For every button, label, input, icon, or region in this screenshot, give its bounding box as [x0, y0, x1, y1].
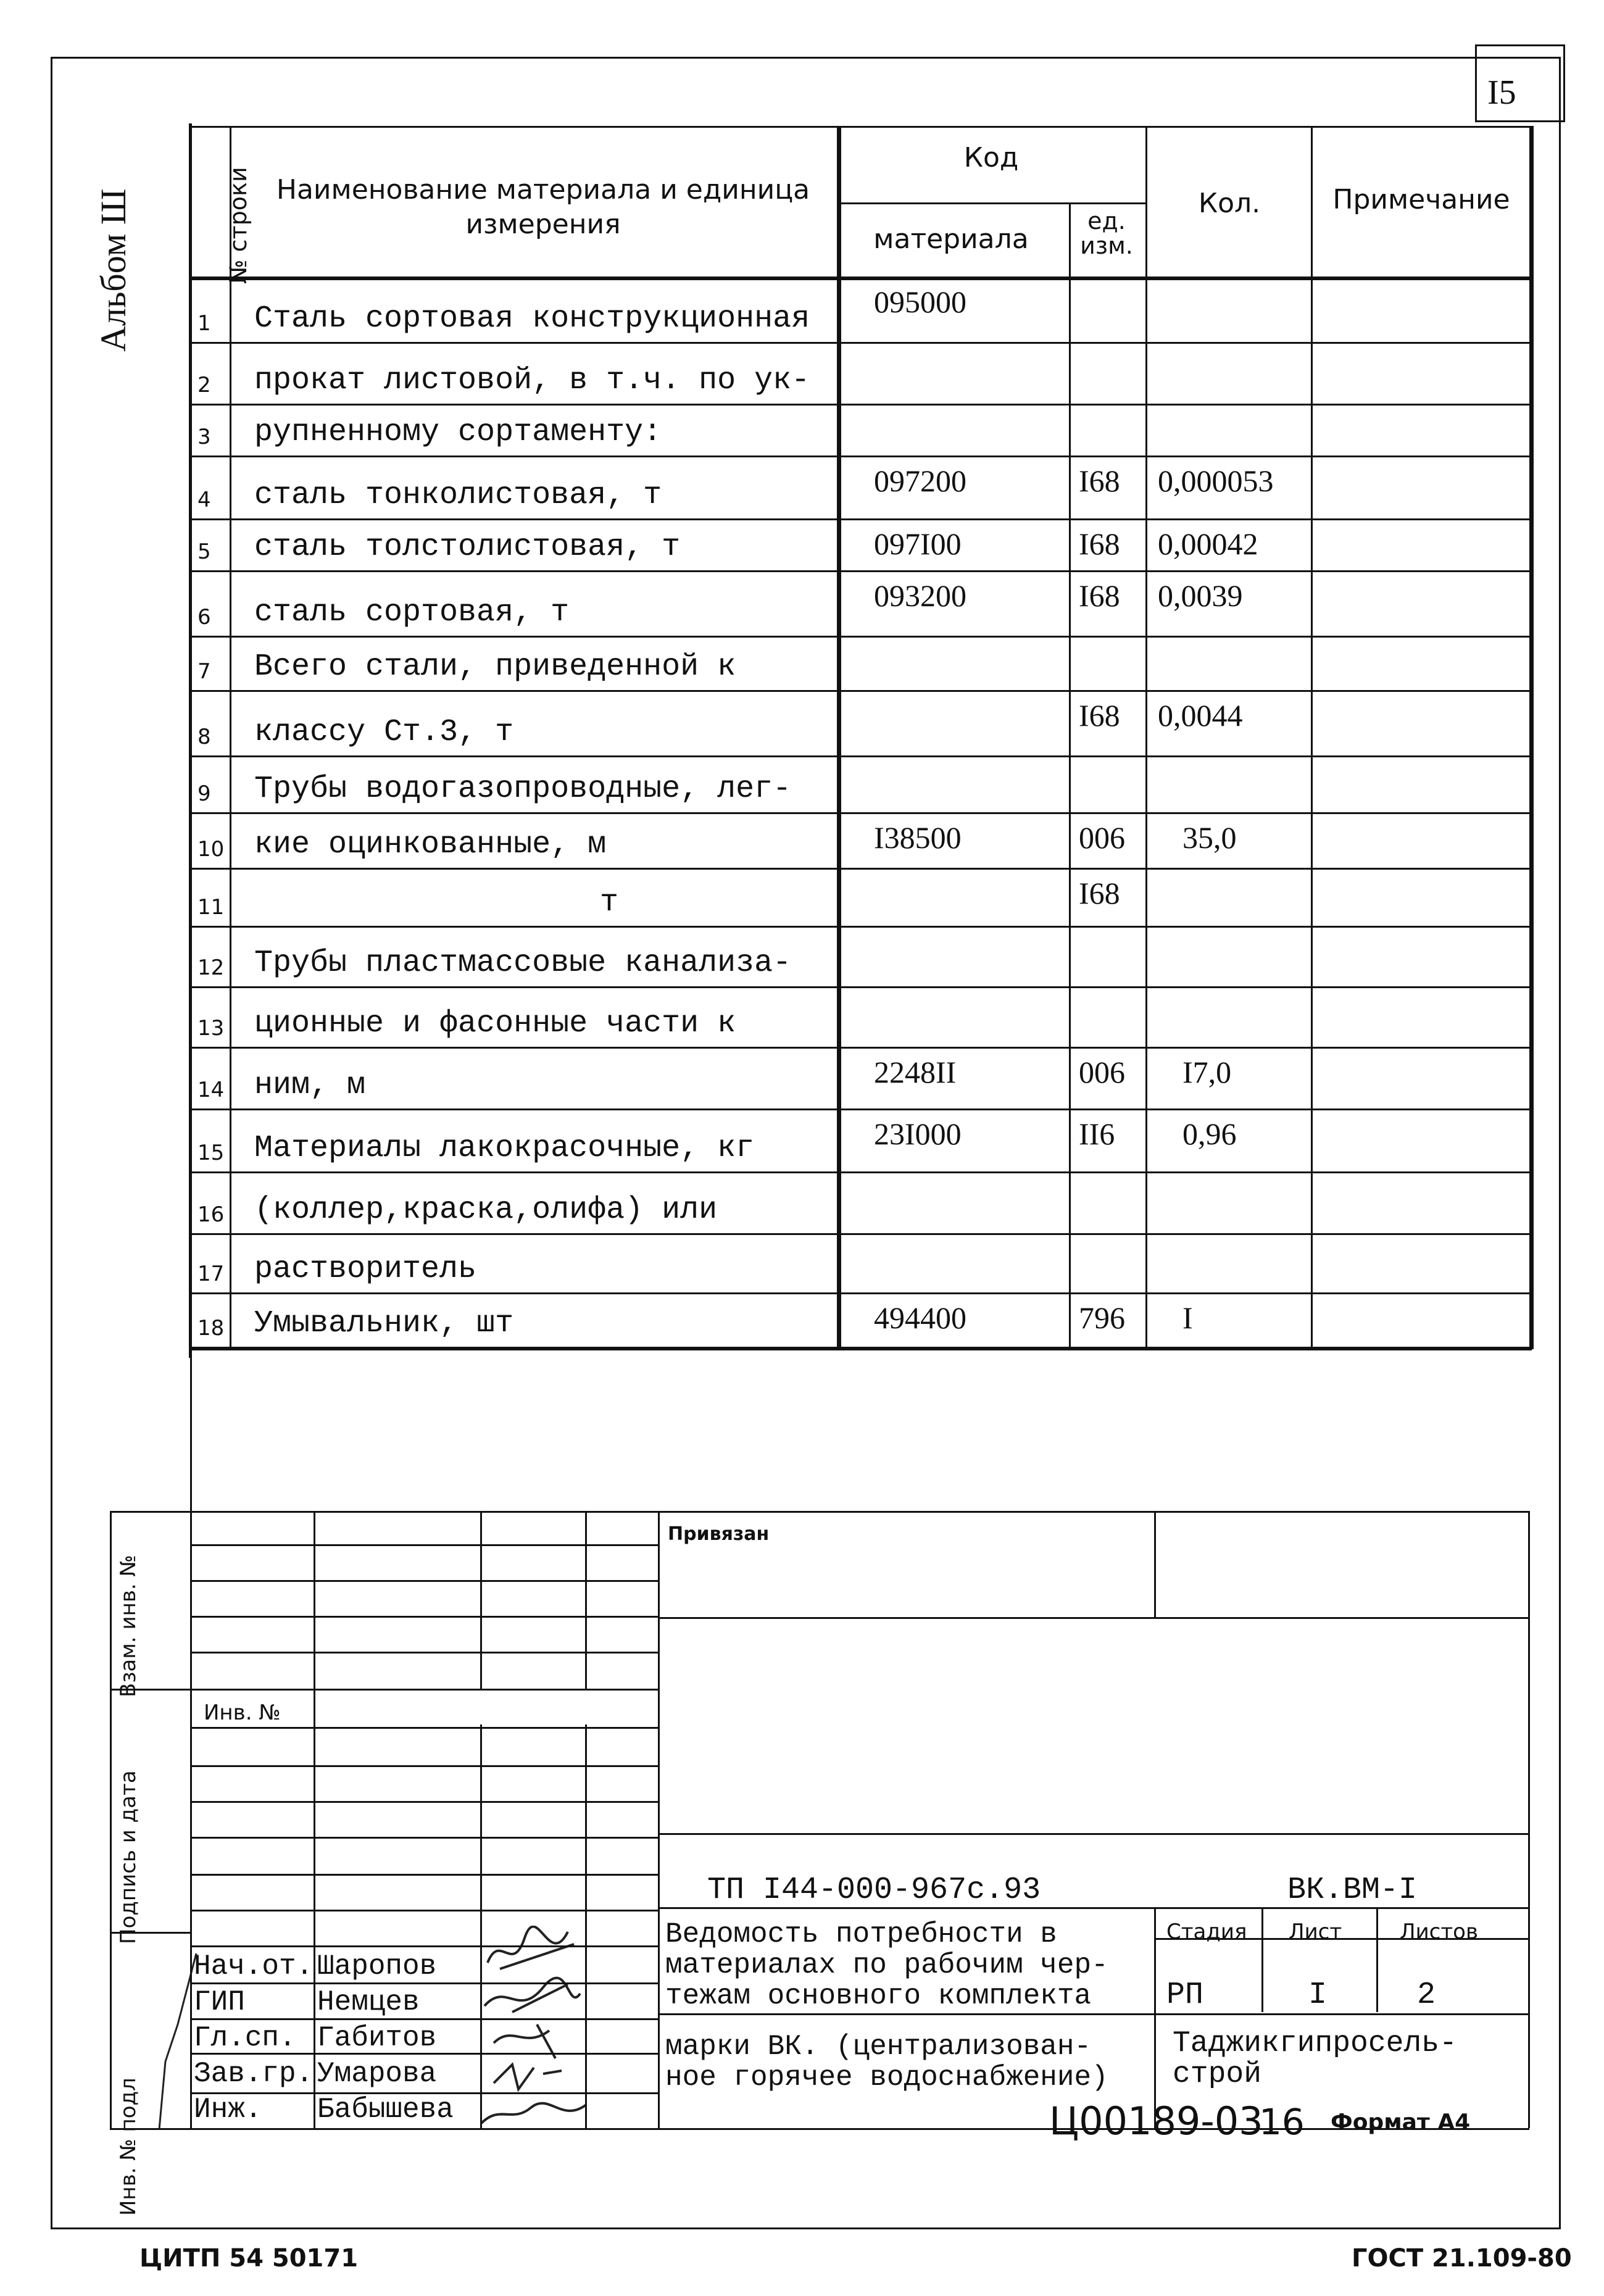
row-line — [190, 926, 1532, 928]
table-top-line — [190, 126, 1529, 128]
org-line-2: строй — [1173, 2058, 1262, 2091]
row-name: кие оцинкованные, м — [254, 827, 607, 862]
row-unit: I68 — [1079, 526, 1120, 561]
album-label: Альбом Ш — [93, 188, 133, 352]
row-code: 097I00 — [874, 526, 962, 561]
row-line — [190, 986, 1532, 988]
row-name: ним, м — [254, 1068, 366, 1103]
row-name: Трубы водогазопроводные, лег- — [254, 772, 792, 807]
side-strip-left — [110, 1511, 112, 2128]
col-mat-line — [837, 126, 841, 1347]
row-qty: 0,96 — [1182, 1117, 1237, 1151]
row-unit: I68 — [1079, 876, 1120, 910]
privyazan-divider — [1154, 1511, 1156, 1617]
header-unit: ед. изм. — [1080, 207, 1133, 259]
row-line — [190, 1047, 1532, 1049]
header-code: Код — [963, 142, 1019, 173]
header-name — [235, 173, 852, 242]
footer-left: ЦИТП 54 50171 — [139, 2244, 359, 2273]
row-name: сталь тонколистовая, т — [254, 478, 662, 513]
row-unit: II6 — [1079, 1117, 1115, 1151]
doc-code: ТП I44-000-967с.93 — [707, 1873, 1041, 1908]
code-row-top — [658, 1833, 1528, 1835]
col-qty-line — [1145, 126, 1147, 1347]
sheets-label: Листов — [1400, 1920, 1479, 1944]
side-strip-top — [110, 1511, 190, 1513]
row-name: т — [600, 885, 619, 920]
stamp-grid-row — [190, 1727, 658, 1729]
stamp-grid-row — [190, 1616, 658, 1618]
inv-podl-label: Инв. № подл — [116, 2078, 141, 2216]
person-name: Немцев — [317, 1986, 420, 2018]
stamp-grid-col — [314, 1511, 315, 2128]
stage-value: РП — [1166, 1978, 1204, 2013]
row-unit: 796 — [1079, 1300, 1125, 1335]
signature-1 — [488, 1926, 574, 1969]
stamp-grid-row — [190, 1765, 658, 1767]
signatures — [475, 1926, 599, 2129]
col-note-line — [1311, 126, 1313, 1347]
row-number: 10 — [197, 837, 225, 862]
row-line — [190, 342, 1532, 344]
row-number: 1 — [197, 311, 211, 336]
row-number: 11 — [197, 895, 225, 920]
col-no-line — [230, 126, 231, 1347]
side-strip-div1 — [110, 1689, 190, 1691]
sheets-value: 2 — [1417, 1978, 1436, 2013]
row-number: 2 — [197, 373, 211, 397]
title-line-2: материалах по рабочим чер- — [665, 1949, 1108, 1981]
privyazan-label: Привязан — [668, 1523, 770, 1545]
vzam-label: Взам. инв. № — [116, 1555, 141, 1697]
row-line — [190, 1292, 1532, 1294]
header-name-text: Наименование материала и единица измерения — [276, 174, 810, 240]
row-line — [190, 690, 1532, 692]
stamp-bottom — [110, 2128, 1529, 2130]
row-qty: I — [1182, 1300, 1193, 1335]
privyazan-bottom — [658, 1617, 1528, 1619]
row-line — [190, 1347, 1532, 1350]
title-line-1: Ведомость потребности в — [665, 1918, 1057, 1950]
stage-values-bottom — [658, 2013, 1528, 2015]
row-code: 23I000 — [874, 1117, 962, 1151]
row-qty: 35,0 — [1182, 820, 1237, 855]
row-number: 5 — [197, 539, 211, 564]
person-role: Гл.сп. — [194, 2022, 296, 2054]
row-name: рупненному сортаменту: — [254, 415, 662, 450]
row-code: 095000 — [874, 285, 966, 319]
header-bottom-line — [190, 277, 1532, 280]
doc-mark: ВК.ВМ-I — [1287, 1873, 1418, 1908]
person-name: Умарова — [317, 2058, 437, 2090]
col-end-line — [1529, 126, 1534, 1349]
header-material: материала — [873, 223, 1029, 255]
row-line — [190, 1171, 1532, 1173]
stage-col-left — [1154, 1907, 1156, 2128]
row-unit: 006 — [1079, 1055, 1125, 1089]
row-line — [190, 455, 1532, 457]
stamp-top — [190, 1511, 1529, 1513]
person-role: Нач.от. — [194, 1950, 314, 1982]
stage-header-bottom — [1154, 1938, 1528, 1940]
header-note: Примечание — [1332, 184, 1510, 215]
row-name: Материалы лакокрасочные, кг — [254, 1131, 755, 1166]
row-line — [190, 518, 1532, 520]
person-role: Зав.гр. — [194, 2058, 314, 2090]
row-name: (коллер,краска,олифа) или — [254, 1192, 718, 1228]
row-code: 494400 — [874, 1300, 966, 1335]
sheet-handwritten: 16 — [1259, 2101, 1305, 2143]
row-code: 093200 — [874, 578, 966, 613]
row-number: 18 — [197, 1316, 225, 1341]
person-name: Бабышева — [317, 2094, 454, 2126]
stage-label: Стадия — [1166, 1920, 1247, 1944]
row-number: 14 — [197, 1078, 225, 1102]
stamp-grid-row — [190, 1837, 658, 1839]
row-name: Сталь сортовая конструкционная — [254, 301, 810, 336]
row-name: сталь толстолистовая, т — [254, 530, 681, 565]
page-number: I5 — [1487, 73, 1516, 112]
row-name: прокат листовой, в т.ч. по ук- — [254, 363, 810, 398]
title-line-5: ное горячее водоснабжение) — [665, 2061, 1108, 2094]
row-number: 15 — [197, 1141, 225, 1165]
row-number: 4 — [197, 488, 211, 512]
title-row-top — [658, 1907, 1528, 1909]
inv-no-merged — [316, 1691, 656, 1724]
row-unit: I68 — [1079, 464, 1120, 498]
stamp-grid-row — [190, 1801, 658, 1803]
row-qty: 0,0039 — [1158, 578, 1243, 613]
person-role: Инж. — [194, 2094, 262, 2126]
stamp-grid-col — [585, 1511, 587, 2128]
row-qty: I7,0 — [1182, 1055, 1232, 1089]
row-number: 6 — [197, 605, 211, 630]
stamp-grid-col — [658, 1511, 660, 2128]
row-line — [190, 570, 1532, 572]
row-number: 7 — [197, 659, 211, 684]
row-number: 3 — [197, 425, 211, 449]
org-line-1: Таджикгипросель- — [1173, 2027, 1457, 2060]
row-unit: I68 — [1079, 698, 1120, 733]
inv-no-label: Инв. № — [204, 1700, 281, 1725]
stamp-grid-row — [190, 1544, 658, 1546]
row-number: 8 — [197, 725, 211, 749]
podpis-label: Подпись и дата — [116, 1770, 141, 1944]
row-line — [190, 755, 1532, 757]
row-unit: I68 — [1079, 578, 1120, 613]
row-line — [190, 812, 1532, 814]
row-line — [190, 1233, 1532, 1235]
row-name: Умывальник, шт — [254, 1306, 514, 1341]
row-number: 17 — [197, 1262, 225, 1286]
format-label: Формат А4 — [1331, 2110, 1471, 2135]
row-name: Всего стали, приведенной к — [254, 649, 736, 684]
row-number: 12 — [197, 955, 225, 980]
header-row-no: № строки — [225, 167, 252, 284]
person-name: Габитов — [317, 2022, 437, 2054]
stamp-grid-row — [190, 2018, 658, 2020]
sheet-col-left — [1261, 1907, 1263, 2012]
stamp-grid-col — [480, 1511, 482, 2128]
stamp-grid-row — [190, 1874, 658, 1876]
signature-4 — [494, 2065, 562, 2089]
sheet-label: Лист — [1289, 1920, 1342, 1944]
stamp-grid-col — [190, 1511, 192, 2128]
header-qty: Кол. — [1198, 188, 1261, 219]
stamp-right — [1528, 1511, 1530, 2128]
archive-number: Ц00189-03 — [1049, 2098, 1263, 2144]
row-line — [190, 868, 1532, 870]
row-code: 2248II — [874, 1055, 957, 1089]
stamp-grid-row — [190, 1982, 658, 1984]
stamp-grid-row — [190, 1910, 658, 1911]
title-line-4: марки ВК. (централизован- — [665, 2031, 1092, 2063]
stamp-grid-row — [190, 1580, 658, 1582]
row-number: 9 — [197, 781, 211, 806]
row-unit: 006 — [1079, 820, 1125, 855]
row-qty: 0,000053 — [1158, 464, 1274, 498]
row-qty: 0,00042 — [1158, 526, 1258, 561]
person-name: Шаропов — [317, 1950, 437, 1982]
side-strip-div2 — [110, 1932, 190, 1934]
title-line-3: тежам основного комплекта — [665, 1980, 1092, 2012]
code-divider-line — [837, 202, 1145, 204]
sheet-value: I — [1308, 1978, 1328, 2013]
row-name: сталь сортовая, т — [254, 595, 570, 630]
row-code: I38500 — [874, 820, 962, 855]
row-name: ционные и фасонные части к — [254, 1006, 736, 1041]
row-line — [190, 1108, 1532, 1110]
row-number: 16 — [197, 1202, 225, 1227]
stamp-grid-row — [190, 1945, 658, 1947]
col-unit-line — [1069, 202, 1071, 1347]
person-role: ГИП — [194, 1986, 245, 2018]
row-line — [190, 636, 1532, 638]
row-code: 097200 — [874, 464, 966, 498]
row-name: Трубы пластмассовые канализа- — [254, 946, 792, 981]
row-name: классу Ст.3, т — [254, 715, 514, 750]
row-number: 13 — [197, 1016, 225, 1041]
row-qty: 0,0044 — [1158, 698, 1243, 733]
row-line — [190, 404, 1532, 406]
signature-5 — [481, 2103, 586, 2123]
footer-right: ГОСТ 21.109-80 — [1352, 2244, 1572, 2273]
stamp-grid-row — [190, 1652, 658, 1653]
sheets-col-left — [1376, 1907, 1378, 2012]
row-name: растворитель — [254, 1252, 477, 1287]
